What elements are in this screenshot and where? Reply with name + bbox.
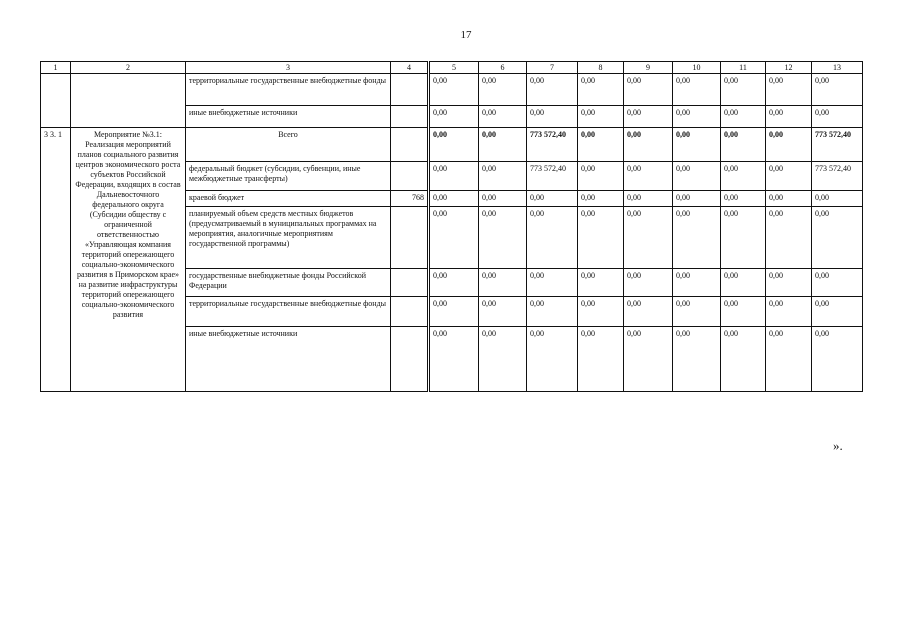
value-cell: 0,00 xyxy=(527,327,578,392)
header-cell: 3 xyxy=(186,62,391,74)
funding-source-cell: Всего xyxy=(186,128,391,162)
header-cell: 12 xyxy=(766,62,812,74)
value-cell: 0,00 xyxy=(673,74,721,106)
code-cell xyxy=(391,106,429,128)
code-cell xyxy=(391,128,429,162)
header-row xyxy=(41,62,863,74)
funding-source-cell: федеральный бюджет (субсидии, субвенции, иные межбюджетные трансферты) xyxy=(186,162,391,191)
value-cell: 0,00 xyxy=(673,327,721,392)
value-cell: 0,00 xyxy=(578,162,624,191)
value-cell: 0,00 xyxy=(479,74,527,106)
value-cell: 0,00 xyxy=(624,191,673,207)
value-cell: 0,00 xyxy=(578,106,624,128)
value-cell: 0,00 xyxy=(578,191,624,207)
value-cell: 0,00 xyxy=(479,162,527,191)
value-cell: 0,00 xyxy=(721,106,766,128)
value-cell: 0,00 xyxy=(766,297,812,327)
header-cell: 6 xyxy=(479,62,527,74)
value-cell: 0,00 xyxy=(812,191,863,207)
value-cell: 0,00 xyxy=(624,297,673,327)
value-cell: 0,00 xyxy=(721,128,766,162)
header-cell: 9 xyxy=(624,62,673,74)
code-cell xyxy=(391,327,429,392)
code-cell xyxy=(391,297,429,327)
funding-source-cell: территориальные государственные внебюджетные фонды xyxy=(186,297,391,327)
value-cell: 0,00 xyxy=(766,327,812,392)
value-cell: 773 572,40 xyxy=(812,162,863,191)
value-cell: 0,00 xyxy=(429,106,479,128)
funding-source-cell: территориальные государственные внебюджетные фонды xyxy=(186,74,391,106)
value-cell: 0,00 xyxy=(721,327,766,392)
value-cell: 0,00 xyxy=(578,297,624,327)
header-cell: 5 xyxy=(429,62,479,74)
budget-table xyxy=(40,61,863,392)
value-cell: 0,00 xyxy=(527,191,578,207)
table-row xyxy=(41,128,863,162)
value-cell: 0,00 xyxy=(812,207,863,269)
value-cell: 0,00 xyxy=(624,207,673,269)
code-cell xyxy=(391,269,429,297)
header-cell: 13 xyxy=(812,62,863,74)
code-cell xyxy=(391,162,429,191)
value-cell: 0,00 xyxy=(479,207,527,269)
value-cell: 0,00 xyxy=(721,207,766,269)
funding-source-cell: краевой бюджет xyxy=(186,191,391,207)
value-cell: 0,00 xyxy=(527,269,578,297)
value-cell: 0,00 xyxy=(624,74,673,106)
code-cell: 768 xyxy=(391,191,429,207)
value-cell: 0,00 xyxy=(673,128,721,162)
value-cell: 0,00 xyxy=(578,207,624,269)
value-cell: 0,00 xyxy=(479,327,527,392)
value-cell: 0,00 xyxy=(578,128,624,162)
value-cell: 0,00 xyxy=(429,297,479,327)
value-cell: 0,00 xyxy=(624,269,673,297)
table-row xyxy=(41,74,863,106)
value-cell: 0,00 xyxy=(429,74,479,106)
value-cell: 0,00 xyxy=(479,269,527,297)
value-cell: 0,00 xyxy=(527,297,578,327)
value-cell: 0,00 xyxy=(527,106,578,128)
value-cell: 0,00 xyxy=(812,74,863,106)
value-cell: 0,00 xyxy=(527,207,578,269)
value-cell: 0,00 xyxy=(812,327,863,392)
value-cell: 0,00 xyxy=(624,106,673,128)
value-cell: 0,00 xyxy=(812,106,863,128)
event-number-cell: 3 3. 1 xyxy=(41,128,71,392)
value-cell: 773 572,40 xyxy=(527,128,578,162)
value-cell: 0,00 xyxy=(429,269,479,297)
header-cell: 4 xyxy=(391,62,429,74)
event-name-cell: Мероприятие №3.1: Реализация мероприятий планов социального развития центров экономического роста субъектов Российской Федерации, входящих в состав Дальневосточного федерального округа (Субсидии обществу с ограниченной ответственностью «Управляющая компания территорий опережающего социально-экономического развития в Приморском крае» на развитие инфраструктуры территорий опережающего социально-экономического развития xyxy=(71,128,186,392)
value-cell: 0,00 xyxy=(479,106,527,128)
value-cell: 773 572,40 xyxy=(812,128,863,162)
value-cell: 0,00 xyxy=(673,191,721,207)
value-cell: 0,00 xyxy=(766,128,812,162)
value-cell: 0,00 xyxy=(578,269,624,297)
value-cell: 0,00 xyxy=(721,297,766,327)
value-cell: 0,00 xyxy=(766,207,812,269)
header-cell: 10 xyxy=(673,62,721,74)
header-cell: 1 xyxy=(41,62,71,74)
page-number: 17 xyxy=(460,29,472,41)
value-cell: 0,00 xyxy=(624,162,673,191)
header-cell: 7 xyxy=(527,62,578,74)
value-cell: 0,00 xyxy=(673,162,721,191)
header-cell: 2 xyxy=(71,62,186,74)
value-cell: 0,00 xyxy=(429,327,479,392)
value-cell: 0,00 xyxy=(429,207,479,269)
value-cell: 0,00 xyxy=(479,191,527,207)
header-cell: 11 xyxy=(721,62,766,74)
funding-source-cell: иные внебюджетные источники xyxy=(186,327,391,392)
funding-source-cell: иные внебюджетные источники xyxy=(186,106,391,128)
value-cell: 0,00 xyxy=(429,128,479,162)
event-cell xyxy=(71,74,186,128)
code-cell xyxy=(391,74,429,106)
value-cell: 0,00 xyxy=(812,269,863,297)
funding-source-cell: планируемый объем средств местных бюджетов (предусматриваемый в муниципальных программах на мероприятия, аналогичные мероприятиям государственной программы) xyxy=(186,207,391,269)
value-cell: 0,00 xyxy=(812,297,863,327)
code-cell xyxy=(391,207,429,269)
value-cell: 0,00 xyxy=(578,74,624,106)
value-cell: 0,00 xyxy=(721,74,766,106)
value-cell: 0,00 xyxy=(721,162,766,191)
closing-quote: ». xyxy=(833,438,843,453)
header-cell: 8 xyxy=(578,62,624,74)
funding-source-cell: государственные внебюджетные фонды Российской Федерации xyxy=(186,269,391,297)
value-cell: 0,00 xyxy=(766,162,812,191)
value-cell: 0,00 xyxy=(578,327,624,392)
value-cell: 0,00 xyxy=(479,297,527,327)
value-cell: 0,00 xyxy=(479,128,527,162)
value-cell: 0,00 xyxy=(673,106,721,128)
value-cell: 0,00 xyxy=(673,297,721,327)
value-cell: 0,00 xyxy=(766,74,812,106)
value-cell: 0,00 xyxy=(721,269,766,297)
value-cell: 0,00 xyxy=(624,327,673,392)
value-cell: 0,00 xyxy=(766,106,812,128)
value-cell: 0,00 xyxy=(527,74,578,106)
value-cell: 0,00 xyxy=(766,191,812,207)
value-cell: 0,00 xyxy=(673,269,721,297)
value-cell: 0,00 xyxy=(429,162,479,191)
value-cell: 0,00 xyxy=(766,269,812,297)
value-cell: 0,00 xyxy=(624,128,673,162)
value-cell: 0,00 xyxy=(673,207,721,269)
value-cell: 0,00 xyxy=(429,191,479,207)
value-cell: 0,00 xyxy=(721,191,766,207)
number-cell xyxy=(41,74,71,128)
value-cell: 773 572,40 xyxy=(527,162,578,191)
